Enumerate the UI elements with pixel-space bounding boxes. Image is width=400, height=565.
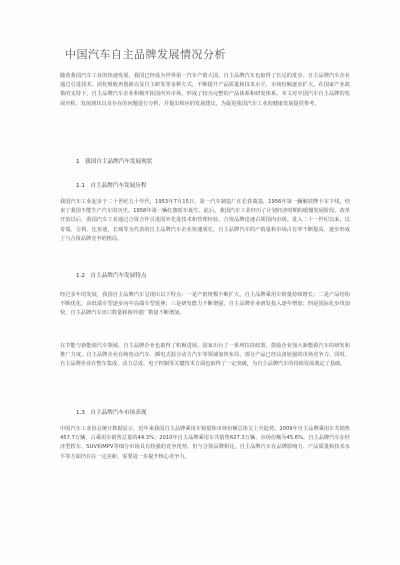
- paragraph-1-3: 在节能与新能源汽车领域，自主品牌企业也取得了积极进展。国家出台了一系列扶持政策，鼓励企业加大新能源汽车的研发和推广力度。自主品牌企业在纯电动汽车、插电式混合动力汽车等领域加快布局，部分产品已经具备较强的市场竞争力。同时，自主品牌企业在整车集成、动力总成、电子控制等关键技术方面也取得了一定突破，为自主品牌汽车的持续发展奠定了基础。: [60, 343, 350, 368]
- document-title: 中国汽车自主品牌发展情况分析: [65, 48, 226, 61]
- section-heading-1: 1 我国自主品牌汽车发展现状: [76, 159, 153, 165]
- section-heading-1-3: 1.3 自主品牌汽车市场表现: [76, 410, 147, 416]
- paragraph-1-1: 我国汽车工业起步于二十世纪五十年代，1953年7月15日，第一汽车制造厂在长春奠基，1956年第一辆解放牌卡车下线，结束了我国不能生产汽车的历史。1958年第一辆红旗轿车诞生。此后，我国汽车工业经历了计划经济时期的缓慢发展阶段。改革开放以后，我国汽车工业通过合资合作引进国外先进技术和管理经验，合资品牌迅速占领国内市场。进入二十一世纪以来，以奇瑞、吉利、比亚迪、长城等为代表的自主品牌汽车企业快速成长，自主品牌汽车的产销量和市场占有率不断提高，逐步形成了与合资品牌竞争的格局。: [60, 199, 350, 242]
- intro-paragraph: 随着我国汽车工业的快速发展，我国已经成为世界第一汽车产销大国，自主品牌汽车也取得了长足的进步。自主品牌汽车企业通过引进技术、消化吸收再创新以及自主研发等多种方式，不断提升产品质量和技术水平，市场份额逐步扩大。在国家产业政策的支持下，自主品牌汽车企业积极开拓国内外市场，形成了较为完整的产品体系和研发体系。本文对中国汽车自主品牌的发展历程、发展现状以及存在的问题进行分析，并提出相应的发展建议，为促进我国汽车工业的健康发展提供参考。: [60, 73, 350, 107]
- section-heading-1-1: 1.1 自主品牌汽车发展历程: [76, 183, 147, 189]
- paragraph-1-4: 中国汽车工业协会统计数据显示，近年来我国自主品牌乘用车销量和市场份额总体呈上升趋势。2009年自主品牌乘用车共销售457.7万辆，占乘用车销售总量的44.3%；2010年自主品牌乘用车共销售627.3万辆，市场份额为45.6%。自主品牌汽车在经济型轿车、SUV和MPV等细分市场具有较强的竞争优势。但与合资品牌相比，自主品牌汽车在品牌影响力、产品质量和技术水平等方面仍存在一定差距，需要进一步提升核心竞争力。: [60, 426, 350, 460]
- section-heading-1-2: 1.2 自主品牌汽车发展特点: [76, 273, 147, 279]
- paragraph-1-2: 经过多年的发展，我国自主品牌汽车呈现出以下特点：一是产销规模不断扩大，自主品牌乘用车销量持续增长；二是产品结构不断优化，由低端车型逐步向中高端车型延伸；三是研发能力不断增强，自主品牌企业研发投入逐年增加；四是国际化步伐加快，自主品牌汽车出口数量和海外建厂数量不断增加。: [60, 292, 350, 317]
